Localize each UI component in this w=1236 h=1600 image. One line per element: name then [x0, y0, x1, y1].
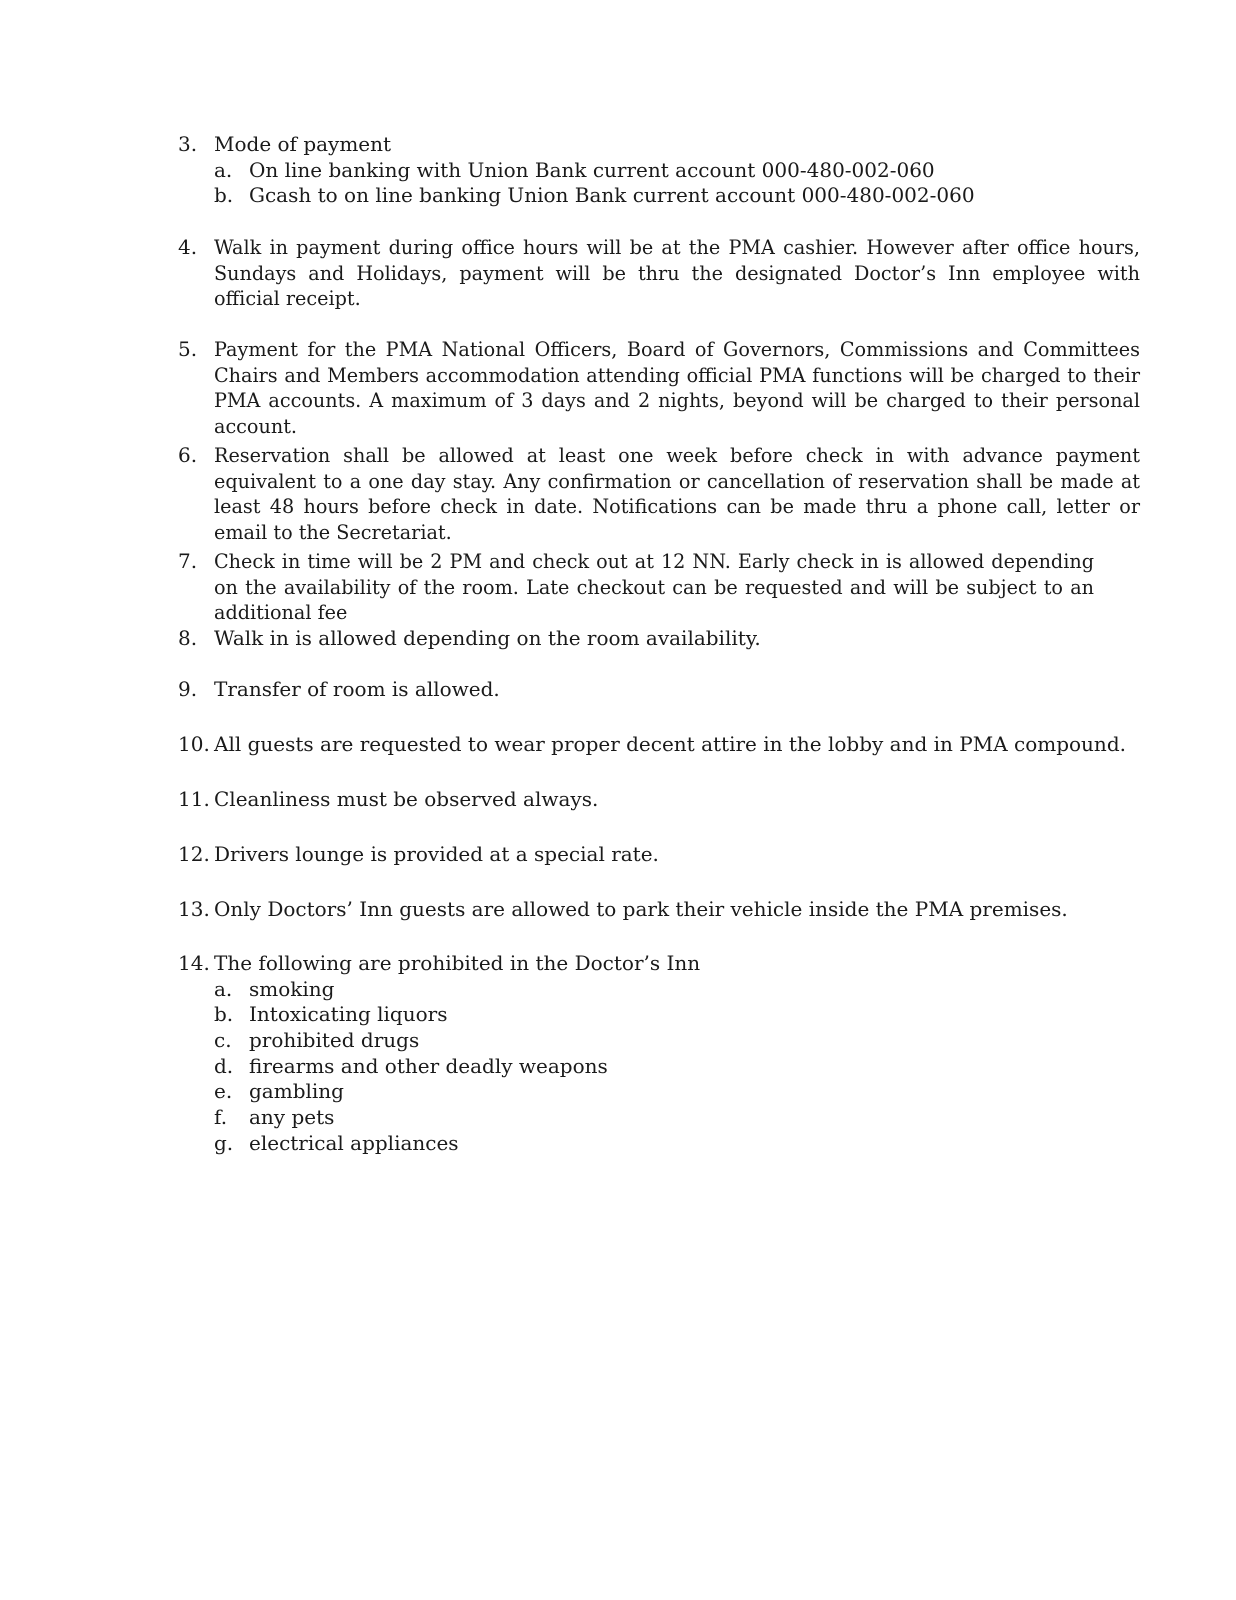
list-item-12	[178, 842, 1140, 868]
list-item-10	[178, 732, 1140, 758]
item-text: Only Doctors’ Inn guests are allowed to park their vehicle inside the PMA premises.	[214, 897, 1068, 921]
item-number: 11.	[178, 787, 210, 811]
item-text: Transfer of room is allowed.	[214, 677, 500, 701]
sub-item	[214, 1079, 1140, 1105]
sub-item-letter: b.	[214, 1002, 234, 1027]
list-item-14	[178, 951, 1140, 1157]
sub-item-text: prohibited drugs	[249, 1028, 420, 1053]
item-number: 9.	[178, 677, 198, 701]
sub-item-text: gambling	[249, 1079, 344, 1104]
list-item-4	[178, 235, 1140, 312]
sub-item-letter: c.	[214, 1028, 232, 1053]
sub-item-text: firearms and other deadly weapons	[249, 1053, 608, 1078]
item-number: 4.	[178, 235, 198, 259]
sub-item-text: any pets	[249, 1105, 335, 1130]
sub-item-letter: a.	[214, 976, 233, 1001]
item-text: The following are prohibited in the Doctor’s Inn	[214, 951, 701, 975]
sub-item	[214, 1105, 1140, 1131]
sub-item-text: Intoxicating liquors	[249, 1002, 448, 1027]
item-number: 3.	[178, 132, 198, 156]
list-item-8	[178, 626, 1140, 652]
sub-item-letter: e.	[214, 1079, 233, 1104]
item-number: 10.	[178, 732, 210, 756]
item-text: Walk in payment during office hours will be at the PMA cashier. However after office hours, Sundays and Holidays, payment will be thru the designated Doctor’s Inn employee with official receipt.	[214, 236, 1140, 311]
sub-item-letter: b.	[214, 183, 234, 208]
sub-item-letter: g.	[214, 1130, 234, 1155]
item-number: 13.	[178, 897, 210, 921]
item-text: Drivers lounge is provided at a special rate.	[214, 842, 659, 866]
item-number: 14.	[178, 951, 210, 975]
sub-item-text: On line banking with Union Bank current account 000-480-002-060	[249, 157, 935, 182]
sub-item	[214, 1054, 1140, 1080]
sub-item-text: Gcash to on line banking Union Bank current account 000-480-002-060	[249, 183, 975, 208]
list-item-5	[178, 337, 1140, 440]
item-text: Payment for the PMA National Officers, Board of Governors, Commissions and Committees Chairs and Members accommodation attending official PMA functions will be charged to their PMA accounts. A maximum of 3 days and 2 nights, beyond will be charged to their personal account.	[214, 338, 1140, 439]
list-item-3	[178, 132, 1140, 209]
item-number: 8.	[178, 626, 198, 650]
sub-item-letter: f.	[214, 1105, 228, 1130]
list-item-6	[178, 443, 1140, 546]
item-number: 6.	[178, 443, 198, 467]
item-number: 12.	[178, 842, 210, 866]
list-item-11	[178, 787, 1140, 813]
item-number: 7.	[178, 549, 198, 573]
item-text: Walk in is allowed depending on the room availability.	[214, 626, 761, 650]
list-item-13	[178, 897, 1140, 923]
list-item-9	[178, 677, 1140, 703]
sub-item	[214, 977, 1140, 1003]
item-number: 5.	[178, 337, 198, 361]
item-text: Check in time will be 2 PM and check out at 12 NN. Early check in is allowed depending on the availability of the room. Late checkout can be requested and will be subject to an additional fee	[214, 550, 1094, 625]
list-item-7	[178, 549, 1140, 626]
sub-item	[214, 1028, 1140, 1054]
sub-item	[214, 1002, 1140, 1028]
item-text: Mode of payment	[214, 132, 392, 156]
sub-item-letter: d.	[214, 1053, 234, 1078]
sub-item	[214, 158, 1140, 184]
item-text: Reservation shall be allowed at least one week before check in with advance payment equivalent to a one day stay. Any confirmation or cancellation of reservation shall be made at least 48 hours before check in date. Notifications can be made thru a phone call, letter or email to the Secretariat.	[214, 444, 1140, 545]
sub-item-text: electrical appliances	[249, 1130, 459, 1155]
sub-item	[214, 183, 1140, 209]
sub-item	[214, 1131, 1140, 1157]
sub-item-text: smoking	[249, 976, 335, 1001]
item-text: All guests are requested to wear proper decent attire in the lobby and in PMA compound.	[214, 732, 1126, 756]
sub-item-letter: a.	[214, 157, 233, 182]
item-text: Cleanliness must be observed always.	[214, 787, 599, 811]
